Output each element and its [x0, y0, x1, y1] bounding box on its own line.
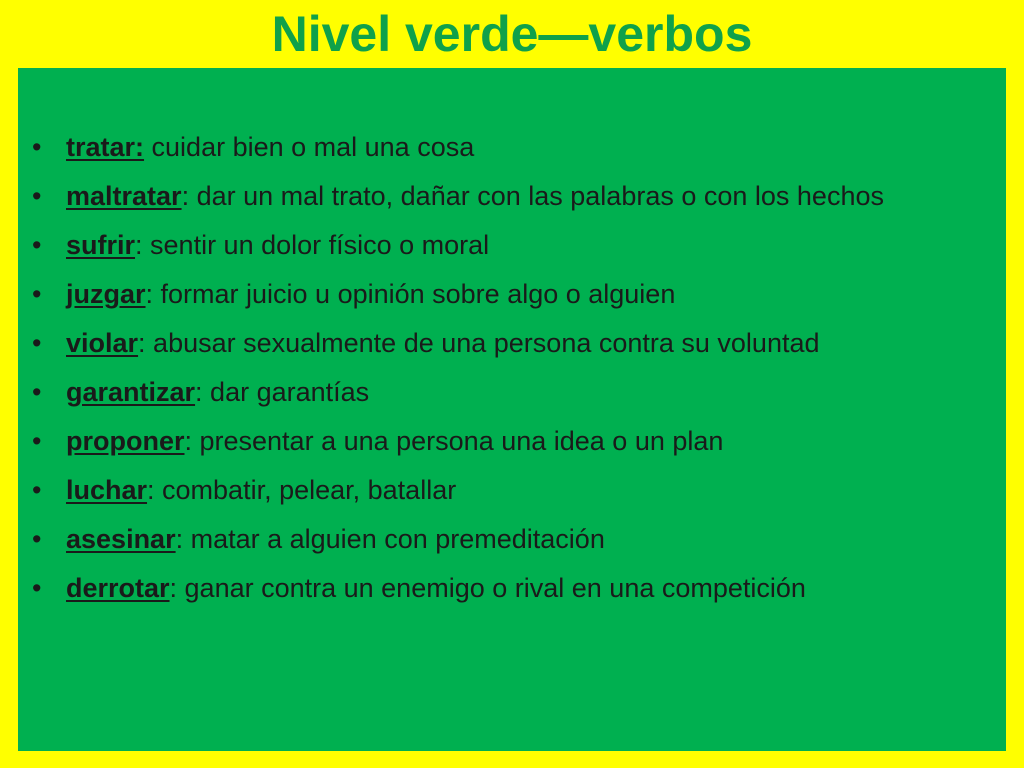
definition: : presentar a una persona una idea o un plan: [184, 426, 724, 456]
term: derrotar: [66, 573, 170, 603]
list-item: [28, 567, 968, 609]
term: luchar: [66, 475, 148, 505]
bullet-icon: •: [32, 426, 42, 456]
list-item: [28, 175, 968, 217]
bullet-icon: •: [32, 181, 42, 211]
bullet-icon: •: [32, 524, 42, 554]
bullet-icon: •: [32, 279, 42, 309]
list-item: [28, 469, 968, 511]
bullet-icon: •: [32, 328, 42, 358]
term: proponer: [66, 426, 185, 456]
definition: : combatir, pelear, batallar: [147, 475, 457, 505]
list-item: [28, 322, 968, 364]
bullet-icon: •: [32, 132, 42, 162]
slide-title: Nivel verde—verbos: [271, 6, 753, 62]
bullet-icon: •: [32, 377, 42, 407]
definition: : ganar contra un enemigo o rival en una competición: [169, 573, 806, 603]
definition: : abusar sexualmente de una persona contra su voluntad: [138, 328, 820, 358]
definition: : dar garantías: [195, 377, 370, 407]
term: violar: [66, 328, 139, 358]
term: garantizar: [66, 377, 196, 407]
bullet-list: [28, 126, 968, 616]
list-item: [28, 371, 968, 413]
definition: : dar un mal trato, dañar con las palabras o con los hechos: [181, 181, 884, 211]
definition: cuidar bien o mal una cosa: [144, 132, 475, 162]
term: maltratar: [66, 181, 182, 211]
list-item: [28, 224, 968, 266]
term: asesinar: [66, 524, 176, 554]
definition: : formar juicio u opinión sobre algo o alguien: [145, 279, 676, 309]
bullet-icon: •: [32, 475, 42, 505]
term: juzgar: [66, 279, 146, 309]
content-box: [18, 68, 1006, 751]
list-item: [28, 420, 968, 462]
definition: : sentir un dolor físico o moral: [135, 230, 490, 260]
definition: : matar a alguien con premeditación: [175, 524, 605, 554]
term: sufrir: [66, 230, 136, 260]
list-item: [28, 273, 968, 315]
term: tratar:: [66, 132, 145, 162]
bullet-icon: •: [32, 230, 42, 260]
bullet-icon: •: [32, 573, 42, 603]
list-item: [28, 518, 968, 560]
list-item: [28, 126, 968, 168]
